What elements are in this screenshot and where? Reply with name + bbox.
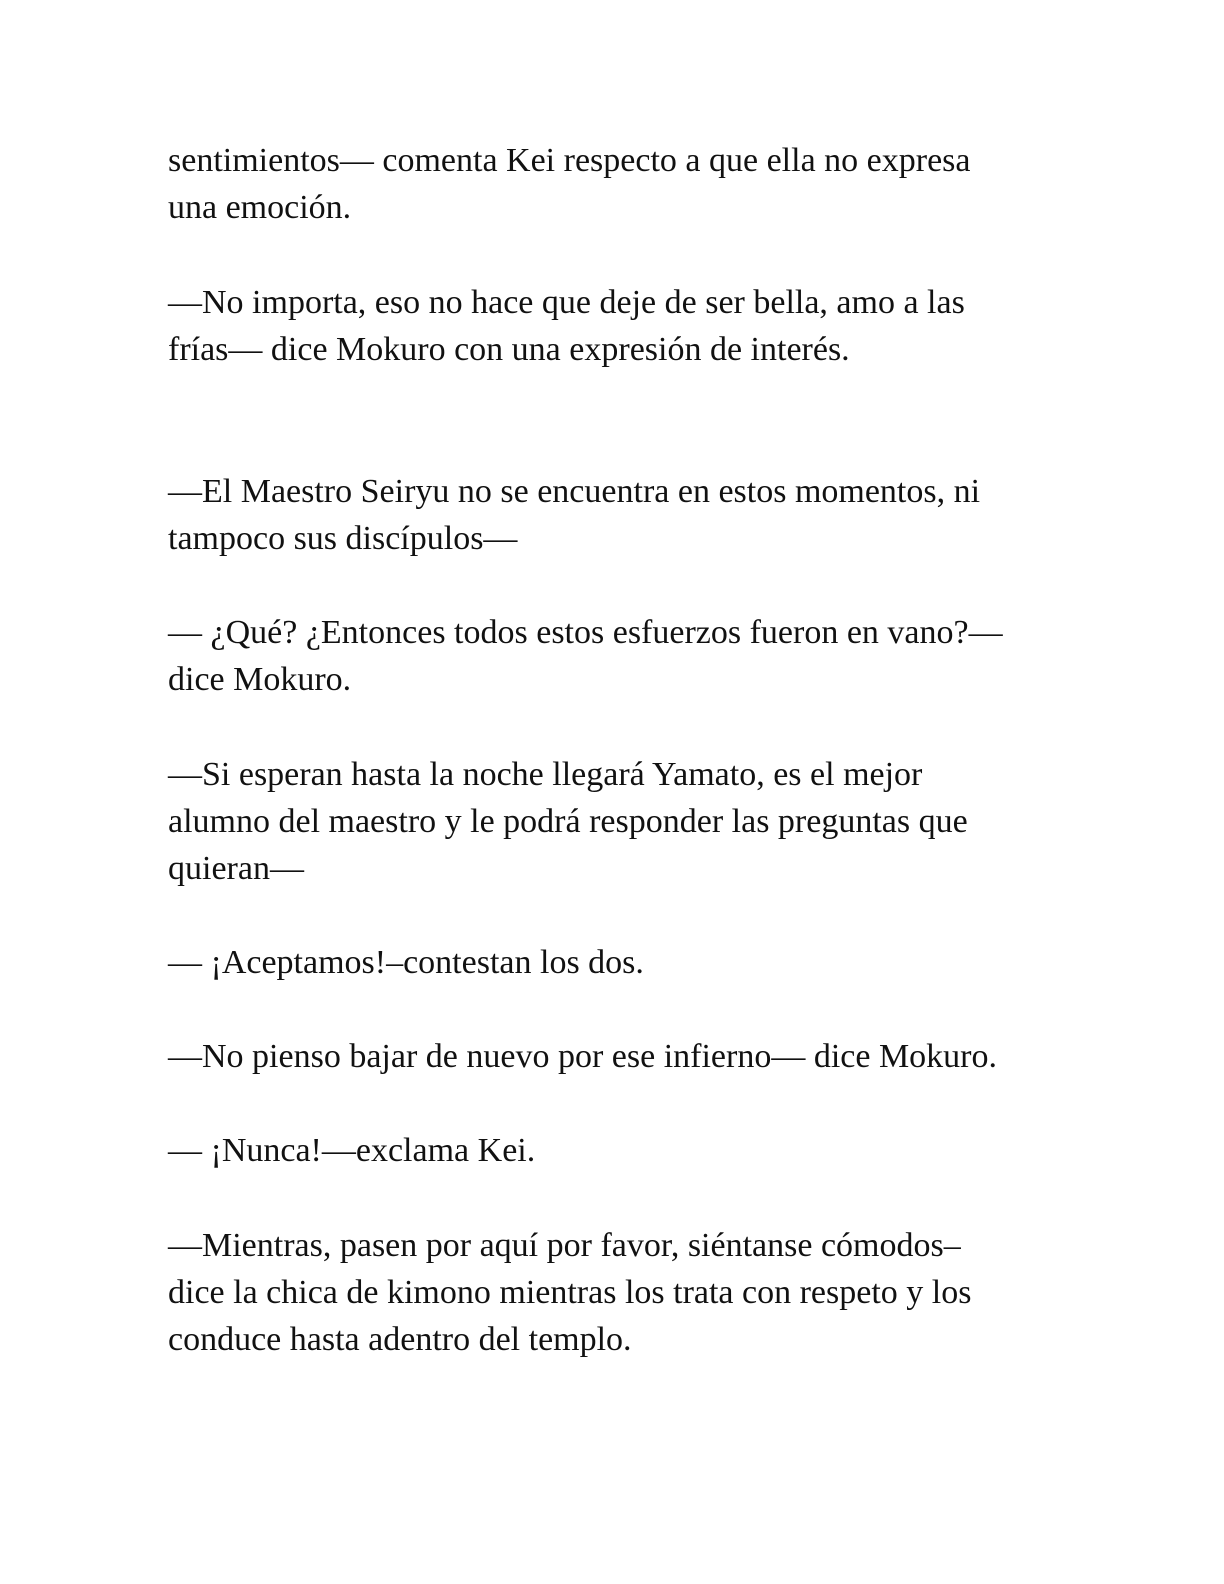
paragraph-6: — ¡Aceptamos!–contestan los dos. [168, 944, 644, 981]
paragraph-4: — ¿Qué? ¿Entonces todos estos esfuerzos fueron en vano?— dice Mokuro. [168, 614, 1003, 698]
paragraph-2: —No importa, eso no hace que deje de ser bella, amo a las frías— dice Mokuro con una expresión de interés. [168, 284, 965, 368]
paragraph-3: —El Maestro Seiryu no se encuentra en estos momentos, ni tampoco sus discípulos— [168, 473, 981, 557]
paragraph-8: — ¡Nunca!—exclama Kei. [168, 1132, 536, 1169]
paragraph-7: —No pienso bajar de nuevo por ese infierno— dice Mokuro. [168, 1038, 997, 1075]
paragraph-1: sentimientos— comenta Kei respecto a que ella no expresa una emoción. [168, 142, 971, 226]
paragraph-9: —Mientras, pasen por aquí por favor, siéntanse cómodos– dice la chica de kimono mientras los trata con respeto y los conduce hasta adentro del templo. [168, 1227, 972, 1358]
paragraph-5: —Si esperan hasta la noche llegará Yamato, es el mejor alumno del maestro y le podrá responder las preguntas que quieran— [168, 756, 968, 887]
